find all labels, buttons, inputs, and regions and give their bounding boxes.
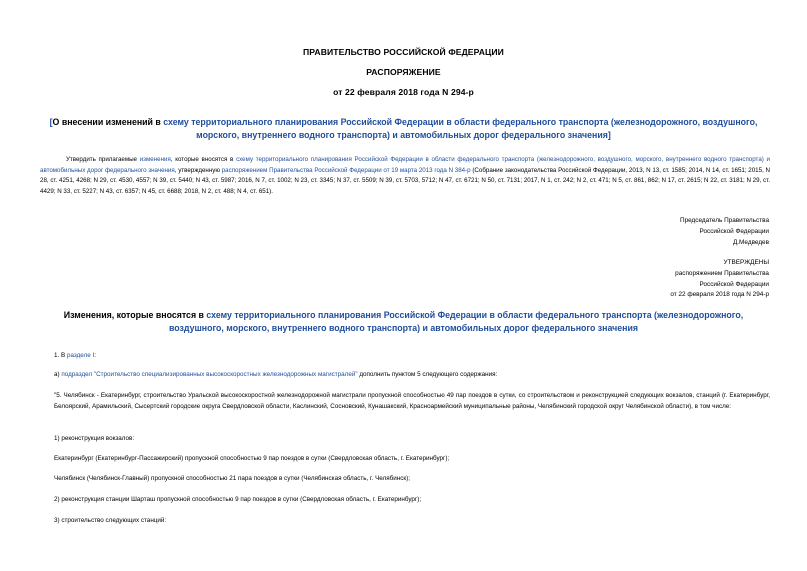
signature-line-3: Д.Медведев — [732, 238, 769, 246]
approve-text-2: , которые вносятся в — [170, 156, 237, 163]
section-i-link[interactable]: разделе I — [66, 352, 95, 359]
title-prefix: О внесении изменений в — [52, 117, 164, 127]
signature-block — [680, 216, 769, 248]
title-open-bracket: [ — [49, 117, 53, 127]
reconstruction-stations-line: 1) реконструкция вокзалов: — [54, 435, 135, 442]
approve-text-3: , утвержденную — [174, 166, 222, 174]
changes-title — [40, 309, 767, 334]
document-title — [40, 116, 767, 142]
item-5-paragraph: "5. Челябинск - Екатеринбург, строительство Уральской высокоскоростной железнодорожной магистрали пропускной способностью 49 пар поездов в сутки, со строительством и реконструкцией следующих вокзалов, станций (г. Екатеринбург, Белоярский, Арамильский, Сысертский городские округа Свердловской области, Каслинский, Сосновский, Кунашакский, Красноармейский муниципальные районы, Челябинский городской округ Челябинской области), в том числе: — [54, 392, 770, 410]
date-number-heading: от 22 февраля 2018 года N 294-р — [333, 87, 474, 97]
signature-line-2: Российской Федерации — [699, 227, 769, 235]
item-1 — [40, 351, 770, 362]
approved-line-1: УТВЕРЖДЕНЫ — [723, 259, 769, 266]
approve-paragraph — [40, 155, 770, 197]
item-1-prefix: 1. В — [54, 352, 67, 359]
signature-line-1: Председатель Правительства — [680, 217, 769, 224]
subsection-link[interactable]: подраздел "Строительство специализированных высокоскоростных железнодорожных магистралей" — [61, 371, 358, 378]
construction-stations-line: 3) строительство следующих станций: — [54, 517, 167, 524]
approved-block — [670, 258, 769, 301]
item-1-suffix: : — [94, 352, 97, 359]
scheme-link[interactable]: схему территориального планирования Российской Федерации в области федерального транспорта (железнодорожного, воздушного, морского, внутреннего водного транспорта) и автомобильных дорог федерального значения — [40, 156, 770, 174]
approve-text-1: Утвердить прилагаемые — [66, 156, 140, 163]
order-384-link[interactable]: распоряжением Правительства Российской Федерации от 19 марта 2013 года N 384-р — [221, 166, 471, 174]
chelyabinsk-station-line: Челябинск (Челябинск-Главный) пропускной способностью 21 пара поездов в сутки (Челябинская область, г. Челябинск); — [54, 475, 411, 482]
item-a-prefix: а) — [54, 371, 62, 378]
approve-text-4: (Собрание законодательства Российской Федерации, 2013, N 13, ст. 1585; 2014, N 14, ст. 1651; 2015, N 28, ст. 4251, 4268; N 29, ст. 4530, 4557; N 39, ст. 5440; N 43, ст. 5987; 2016, N 7, ст. 1002; N 23, ст. 3345; N 37, ст. 5509; N 39, ст. 5703, 5712; N 47, ст. 6721; N 50, ст. 7131; 2017, N 1, ст. 242; N 2, ст. 471; N 5, ст. 861, 862; N 17, ст. 2615; N 22, ст. 3181; N 29, ст. 4429; N 33, ст. 5227; N 43, ст. 6357; N 45, ст. 6688; 2018, N 2, ст. 488; N 4, ст. 651). — [40, 166, 770, 195]
approved-line-3: Российской Федерации — [699, 280, 769, 288]
title-scheme-link[interactable]: схему территориального планирования Российской Федерации в области федерального транспорта (железнодорожного, воздушного, морского, внутреннего водного транспорта) и автомобильных дорог федерального значения — [163, 117, 758, 140]
item-a-suffix: дополнить пунктом 5 следующего содержания: — [357, 371, 498, 378]
shartash-station-line: 2) реконструкция станции Шарташ пропускной способностью 9 пар поездов в сутки (Свердловская область, г. Екатеринбург); — [54, 496, 422, 503]
changes-link[interactable]: изменения — [139, 156, 171, 163]
approved-line-4: от 22 февраля 2018 года N 294-р — [670, 291, 769, 299]
changes-title-prefix: Изменения, которые вносятся в — [63, 310, 207, 320]
item-a — [40, 370, 770, 381]
government-heading: ПРАВИТЕЛЬСТВО РОССИЙСКОЙ ФЕДЕРАЦИИ — [303, 47, 504, 57]
changes-title-scheme-link[interactable]: схему территориального планирования Российской Федерации в области федерального транспорта (железнодорожного, воздушного, морского, внутреннего водного транспорта) и автомобильных дорог федерального значения — [168, 310, 744, 333]
ekaterinburg-station-line: Екатеринбург (Екатеринбург-Пассажирский) пропускной способностью 9 пар поездов в сутки (Свердловская область, г. Екатеринбург); — [54, 455, 450, 462]
title-close-bracket: ] — [607, 130, 611, 140]
approved-line-2: распоряжением Правительства — [675, 269, 769, 277]
document-type-heading: РАСПОРЯЖЕНИЕ — [366, 67, 441, 77]
